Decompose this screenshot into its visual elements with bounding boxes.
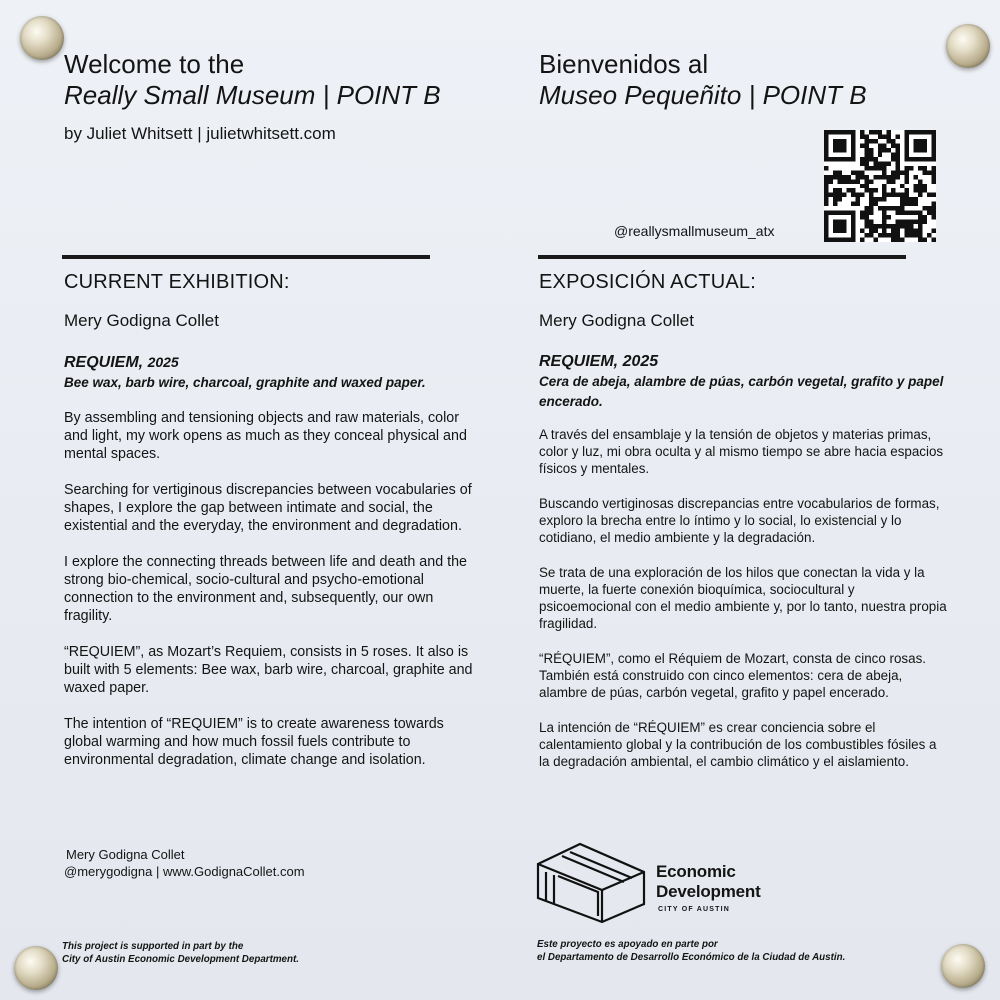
- building-outline-logo-icon: [536, 842, 648, 924]
- spanish-title-line2: Museo Pequeñito | POINT B: [539, 80, 867, 110]
- instagram-handle[interactable]: @reallysmallmuseum_atx: [614, 223, 775, 239]
- english-support-line1: This project is supported in part by the: [62, 941, 244, 952]
- english-work-title: [64, 352, 474, 373]
- economic-development-logo-text: [656, 862, 761, 915]
- spanish-header: [539, 49, 959, 111]
- spanish-materials: Cera de abeja, alambre de púas, carbón vegetal, grafito y papel encerado.: [539, 374, 944, 409]
- english-paragraph: By assembling and tensioning objects and raw materials, color and light, my work opens as much as they conceal physical and mental spaces.: [64, 410, 467, 462]
- logo-line1: Economic: [656, 862, 736, 881]
- english-section-heading: CURRENT EXHIBITION:: [64, 271, 290, 293]
- english-work-year: 2025: [147, 354, 179, 370]
- english-artist-name: Mery Godigna Collet: [64, 311, 219, 330]
- english-title-line1: Welcome to the: [64, 49, 245, 79]
- spanish-support-note: [537, 938, 845, 964]
- spanish-support-line1: Este proyecto es apoyado en parte por: [537, 939, 718, 950]
- logo-line2: Development: [656, 882, 761, 901]
- english-support-line2: City of Austin Economic Development Department.: [62, 954, 299, 965]
- english-support-note: [62, 940, 299, 966]
- english-title-line2: Really Small Museum | POINT B: [64, 80, 441, 110]
- standoff-screw-bottom-right: [941, 944, 985, 988]
- qr-code-icon[interactable]: [824, 130, 936, 242]
- english-divider: [62, 255, 430, 259]
- english-paragraph: Searching for vertiginous discrepancies between vocabularies of shapes, I explore the gap between intimate and social, the existential and the everyday, the environment and degradation.: [64, 482, 472, 534]
- spanish-body: [539, 352, 949, 788]
- spanish-paragraph: La intención de “RÉQUIEM” es crear conciencia sobre el calentamiento global y la contribución de los combustibles fósiles a la degradación ambiental, el cambio climático y el aislamiento.: [539, 720, 937, 769]
- english-paragraph: The intention of “REQUIEM” is to create awareness towards global warming and how much fossil fuels contribute to environmental degradation, climate change and isolation.: [64, 716, 444, 768]
- english-paragraph: I explore the connecting threads between life and death and the strong bio-chemical, socio-cultural and psycho-emotional connection to the environment and, subsequently, our own fragility.: [64, 554, 467, 624]
- english-header: [64, 49, 504, 145]
- spanish-paragraph: “RÉQUIEM”, como el Réquiem de Mozart, consta de cinco rosas. También está construido con cinco elementos: cera de abeja, alambre de púas, carbón vegetal, grafito y papel encerado.: [539, 651, 926, 700]
- spanish-support-line2: el Departamento de Desarrollo Económico de la Ciudad de Austin.: [537, 952, 846, 963]
- spanish-artist-name: Mery Godigna Collet: [539, 311, 694, 330]
- english-work-title-name: REQUIEM,: [64, 354, 144, 371]
- spanish-work-title: REQUIEM, 2025: [539, 353, 659, 370]
- spanish-divider: [538, 255, 906, 259]
- standoff-screw-bottom-left: [14, 946, 58, 990]
- credit-links[interactable]: @merygodigna | www.GodignaCollet.com: [64, 864, 305, 879]
- logo-subline: CITY OF AUSTIN: [658, 906, 731, 913]
- english-body: [64, 352, 474, 787]
- spanish-paragraph: Buscando vertiginosas discrepancias entre vocabularios de formas, exploro la brecha entre lo íntimo y lo social, lo existencial y lo cotidiano, el medio ambiente y la degradación.: [539, 496, 940, 545]
- spanish-paragraph: Se trata de una exploración de los hilos que conectan la vida y la muerte, la fuerte conexión bioquímica, sociocultural y psicoemocional con el medio ambiente y, por lo tanto, nuestra propia fragilidad.: [539, 565, 947, 631]
- english-byline: by Juliet Whitsett | julietwhitsett.com: [64, 124, 336, 143]
- english-paragraph: “REQUIEM”, as Mozart’s Requiem, consists in 5 roses. It also is built with 5 elements: Bee wax, barb wire, charcoal, graphite and waxed paper.: [64, 644, 473, 696]
- spanish-paragraph: A través del ensamblaje y la tensión de objetos y materias primas, color y luz, mi obra oculta y al mismo tiempo se abre hacia espacios físicos y mentales.: [539, 427, 944, 476]
- artist-credit: [64, 846, 305, 880]
- standoff-screw-top-left: [20, 16, 64, 60]
- credit-name: Mery Godigna Collet: [66, 847, 185, 862]
- spanish-section-heading: EXPOSICIÓN ACTUAL:: [539, 271, 756, 293]
- spanish-title-line1: Bienvenidos al: [539, 49, 709, 79]
- english-materials: Bee wax, barb wire, charcoal, graphite and waxed paper.: [64, 375, 426, 390]
